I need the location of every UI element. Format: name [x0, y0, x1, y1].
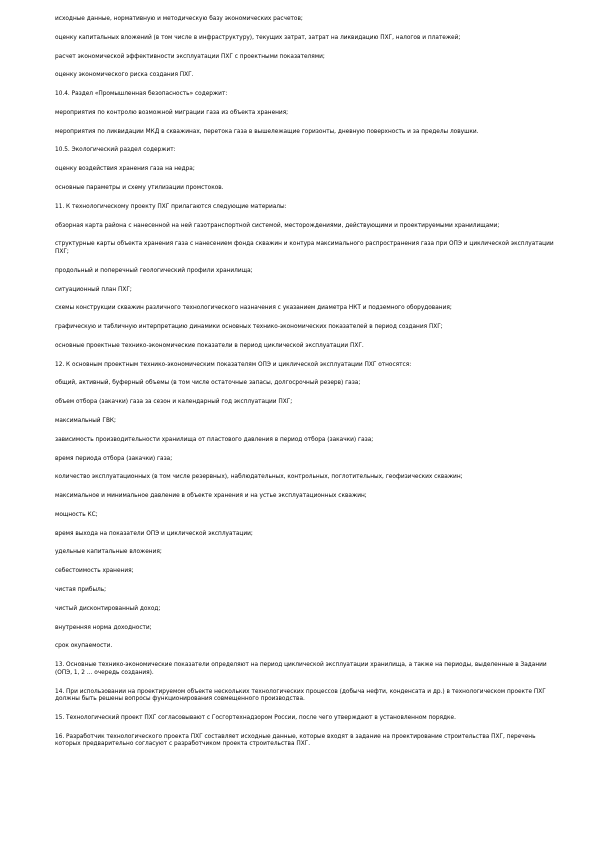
paragraph: 14. При использовании на проектируемом объекте нескольких технологических процессов (добыча нефти, конденсата и др.) в технологическом проекте ПХГ должны быть решены вопросы функционирования совмещенного производства.	[55, 688, 546, 703]
paragraph: продольный и поперечный геологический профили хранилища;	[55, 267, 253, 274]
paragraph: чистая прибыль;	[55, 587, 107, 594]
paragraph: исходные данные, нормативную и методическую базу экономических расчетов;	[55, 16, 303, 22]
paragraph: мероприятия по контролю возможной миграции газа из объекта хранения;	[55, 109, 289, 116]
paragraph: срок окупаемости.	[55, 643, 113, 650]
paragraph: количество эксплуатационных (в том числе резервных), наблюдательных, контрольных, поглотительных, геофизических скважин;	[55, 474, 463, 481]
paragraph: графическую и табличную интерпретацию динамики основных технико-экономических показателей в период создания ПХГ;	[55, 324, 443, 331]
paragraph: основные проектные технико-экономические показатели в период циклической эксплуатации ПХГ.	[55, 342, 364, 349]
paragraph: время выхода на показатели ОПЭ и циклической эксплуатации;	[55, 530, 253, 537]
paragraph: максимальный ГВК;	[55, 418, 116, 424]
section-heading: 12. К основным проектным технико-экономическим показателям ОПЭ и циклической эксплуатации ПХГ относятся:	[55, 361, 412, 368]
paragraph: обзорная карта района с нанесенной на ней газотранспортной системой, месторождениями, действующими и проектируемыми хранилищами;	[55, 222, 500, 229]
paragraph: внутренняя норма доходности;	[55, 624, 152, 631]
section-heading: 10.4. Раздел «Промышленная безопасность» содержит:	[55, 91, 228, 98]
section-heading: 10.5. Экологический раздел содержит:	[55, 147, 176, 154]
section-heading: 11. К технологическому проекту ПХГ прилагаются следующие материалы:	[55, 203, 287, 210]
paragraph: зависимость производительности хранилища от пластового давления в период отбора (закачки) газа;	[55, 436, 374, 443]
paragraph: оценку воздействия хранения газа на недра;	[55, 166, 195, 173]
paragraph: чистый дисконтированный доход;	[55, 605, 161, 612]
paragraph: схемы конструкции скважин различного технологического назначения с указанием диаметра НКТ и подземного оборудования;	[55, 305, 452, 312]
paragraph: ситуационный план ПХГ;	[55, 286, 132, 293]
paragraph: мощность КС;	[55, 511, 98, 518]
paragraph: структурные карты объекта хранения газа с нанесением фонда скважин и контура максимального распространения газа при ОПЭ и циклической эксплуатации ПХГ;	[55, 241, 554, 255]
paragraph: 13. Основные технико-экономические показатели определяют на период циклической эксплуатации хранилища, а также на периоды, выделенные в Задании (ОПЭ, 1, 2 ... очередь создания).	[55, 662, 547, 676]
paragraph: общий, активный, буферный объемы (в том числе остаточные запасы, долгосрочный резерв) газа;	[55, 380, 361, 387]
paragraph: мероприятия по ликвидации МКД в скважинах, перетока газа в вышележащие горизонты, дневную поверхность и за пределы ловушки.	[55, 128, 479, 135]
paragraph: расчет экономической эффективности эксплуатации ПХГ с проектными показателями;	[55, 53, 325, 60]
paragraph: оценку капитальных вложений (в том числе в инфраструктуру), текущих затрат, затрат на ликвидацию ПХГ, налогов и платежей;	[55, 34, 461, 41]
paragraph: оценку экономического риска создания ПХГ.	[55, 72, 194, 79]
paragraph: 15. Технологический проект ПХГ согласовывают с Госгортехнадзором России, после чего утверждают в установленном порядке.	[55, 714, 456, 721]
paragraph: объем отбора (закачки) газа за сезон и календарный год эксплуатации ПХГ;	[55, 399, 293, 406]
paragraph: себестоимость хранения;	[55, 568, 134, 575]
paragraph: время периода отбора (закачки) газа;	[55, 455, 173, 462]
paragraph: 16. Разработчик технологического проекта ПХГ составляет исходные данные, которые входят в задание на проектирование строительства ПХГ, перечень которых предварительно согласуют с разработчиком проекта строительства ПХГ.	[55, 733, 536, 748]
paragraph: удельные капитальные вложения;	[55, 549, 162, 556]
paragraph: максимальное и минимальное давление в объекте хранения и на устье эксплуатационных скважин;	[55, 493, 367, 500]
paragraph: основные параметры и схему утилизации промстоков.	[55, 185, 224, 192]
